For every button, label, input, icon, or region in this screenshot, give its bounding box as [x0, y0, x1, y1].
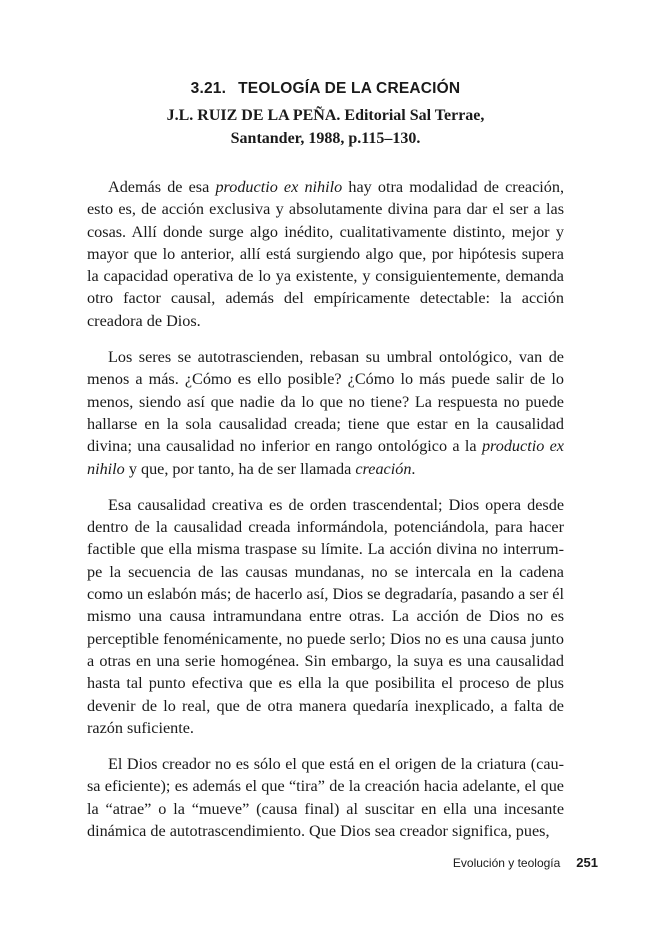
paragraph-3: Esa causalidad creativa es de orden trascendental; Dios opera desde dentro de la causalidad creada informándola, potenciándola, para hacer factible que ella misma traspase su límite. La acción divina no interrumpe la secuencia de las causas mundanas, no se intercala en la cadena como un eslabón más; de hacerlo así, Dios se degradaría, pasando a ser él mismo una causa intramundana entre otras. La acción de Dios no es perceptible fenoménicamente, no puede serlo; Dios no es una causa junto a otras en una serie homogénea. Sin embargo, la suya es una causalidad hasta tal punto efectiva que es ella la que posibilita el proceso de plus devenir de lo real, que de otra manera quedaría inexplicado, a falta de razón suficiente.	[87, 495, 564, 737]
paragraph-2-text-b: y que, por tanto, ha de ser llamada	[124, 459, 356, 478]
paragraph-1-text-a: Además de esa	[108, 178, 216, 196]
paragraph-2-italic-b: creación	[355, 459, 412, 478]
paragraph-1-text-b: hay otra modalidad de creación, esto es, de acción exclusiva y absolutamente divina para dar el ser a las cosas. Allí donde surge algo inédito, cualitativamente distinto, mejor y mayor que lo anterior, allí está surgiendo algo que, por hipótesis supera la capacidad operativa de lo ya existente, y consiguientemente, demanda otro factor causal, además del empíricamente detectable: la acción creadora de Dios.	[87, 178, 564, 330]
section-number: 3.21.	[190, 80, 227, 97]
page-footer	[453, 855, 598, 870]
paragraph-2	[87, 346, 564, 480]
paragraph-1	[87, 176, 564, 332]
reference-line-2: Santander, 1988, p.115–130.	[230, 130, 421, 147]
reference-line-1: J.L. RUIZ DE LA PEÑA. Editorial Sal Terrae,	[166, 107, 485, 124]
running-footer-title: Evolución y teología	[452, 856, 561, 870]
paragraph-2-italic-a: productio ex nihilo	[87, 437, 564, 478]
section-heading	[87, 78, 564, 150]
page-content	[87, 78, 564, 856]
paragraph-1-italic: productio ex nihilo	[215, 178, 343, 196]
body-text	[87, 176, 564, 842]
page-number: 251	[576, 855, 598, 870]
section-title-text: TEOLOGÍA DE LA CREACIÓN	[238, 80, 461, 97]
section-title	[87, 78, 564, 100]
paragraph-2-text-a: Los seres se autotrascienden, rebasan su umbral ontológico, van de menos a más. ¿Cómo es ello posible? ¿Cómo lo más puede salir de lo menos, siendo así que nadie da lo que no tiene? La respuesta no puede hallarse en la sola causalidad creada; tiene que estar en la causalidad divina; una causalidad no inferior en rango ontológico a la	[87, 348, 564, 456]
paragraph-4: El Dios creador no es sólo el que está en el origen de la criatura (causa eficiente); es además el que “tira” de la creación hacia adelante, el que la “atrae” o la “mueve” (causa final) al suscitar en ella una incesante dinámica de autotrascendimiento. Que Dios sea creador significa, pues,	[87, 755, 564, 841]
paragraph-2-text-c: .	[411, 459, 416, 478]
